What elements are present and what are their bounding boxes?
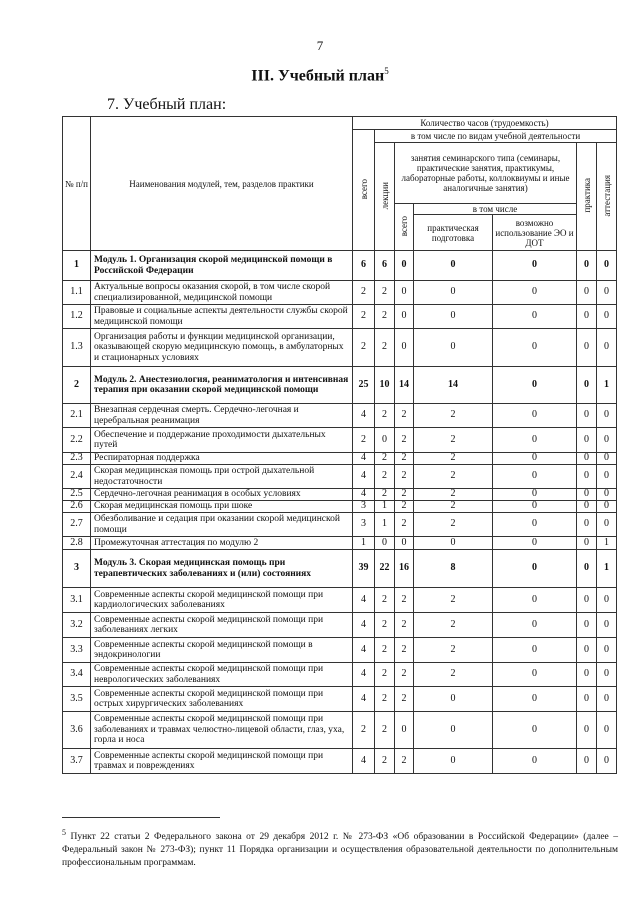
- table-row: [63, 537, 617, 550]
- row-num: 1.2: [63, 305, 91, 329]
- row-practical: 2: [414, 465, 493, 489]
- footnote-mark: 5: [62, 828, 66, 837]
- row-practice: 0: [577, 251, 597, 281]
- row-num: 2.1: [63, 404, 91, 428]
- row-seminar-total: 2: [395, 513, 414, 537]
- header-attestation-text: аттестация: [601, 174, 612, 217]
- row-practical: 2: [414, 489, 493, 501]
- row-lectures: 2: [375, 588, 395, 613]
- row-lectures: 2: [375, 489, 395, 501]
- row-attestation: 1: [597, 367, 617, 404]
- row-attestation: 1: [597, 550, 617, 588]
- row-total: 4: [353, 404, 375, 428]
- row-num: 2.4: [63, 465, 91, 489]
- row-attestation: 0: [597, 251, 617, 281]
- row-total: 4: [353, 638, 375, 663]
- table-row: [63, 404, 617, 428]
- row-practical: 2: [414, 428, 493, 453]
- row-seminar-total: 2: [395, 663, 414, 687]
- row-attestation: 0: [597, 663, 617, 687]
- row-distance: 0: [493, 550, 577, 588]
- row-total: 2: [353, 305, 375, 329]
- row-name: Современные аспекты скорой медицинской помощи при травмах и повреждениях: [91, 749, 353, 774]
- row-seminar-total: 14: [395, 367, 414, 404]
- row-practice: 0: [577, 489, 597, 501]
- row-attestation: 0: [597, 453, 617, 465]
- row-practical: 0: [414, 329, 493, 367]
- row-seminar-total: 0: [395, 712, 414, 749]
- row-num: 3.7: [63, 749, 91, 774]
- row-distance: 0: [493, 465, 577, 489]
- row-total: 3: [353, 513, 375, 537]
- row-practice: 0: [577, 501, 597, 513]
- row-seminar-total: 2: [395, 453, 414, 465]
- row-name: Современные аспекты скорой медицинской помощи при кардиологических заболеваниях: [91, 588, 353, 613]
- row-seminar-total: 2: [395, 465, 414, 489]
- row-num: 3.1: [63, 588, 91, 613]
- row-attestation: 0: [597, 749, 617, 774]
- row-distance: 0: [493, 687, 577, 712]
- header-total-text: всего: [358, 178, 369, 200]
- row-attestation: 0: [597, 428, 617, 453]
- row-total: 2: [353, 281, 375, 305]
- row-name: Современные аспекты скорой медицинской помощи при заболеваниях и травмах челюстно-лицевой области, глаз, уха, горла и носа: [91, 712, 353, 749]
- row-attestation: 0: [597, 465, 617, 489]
- header-hours: Количество часов (трудоемкость): [353, 117, 617, 130]
- row-num: 3.5: [63, 687, 91, 712]
- row-practical: 2: [414, 613, 493, 638]
- row-name: Внезапная сердечная смерть. Сердечно-легочная и церебральная реанимация: [91, 404, 353, 428]
- table-row: [63, 687, 617, 712]
- row-total: 4: [353, 749, 375, 774]
- row-practice: 0: [577, 550, 597, 588]
- footnote-rule: [62, 817, 220, 818]
- row-practical: 0: [414, 305, 493, 329]
- row-attestation: 0: [597, 281, 617, 305]
- row-name: Респираторная поддержка: [91, 453, 353, 465]
- row-lectures: 10: [375, 367, 395, 404]
- row-seminar-total: 2: [395, 638, 414, 663]
- table-row: [63, 613, 617, 638]
- row-num: 1.3: [63, 329, 91, 367]
- row-practice: 0: [577, 404, 597, 428]
- row-seminar-total: 2: [395, 613, 414, 638]
- row-distance: 0: [493, 367, 577, 404]
- row-practical: 0: [414, 251, 493, 281]
- row-num: 3.6: [63, 712, 91, 749]
- row-practice: 0: [577, 638, 597, 663]
- row-name: Скорая медицинская помощь при шоке: [91, 501, 353, 513]
- table-row: [63, 305, 617, 329]
- row-lectures: 2: [375, 712, 395, 749]
- row-attestation: 0: [597, 489, 617, 501]
- row-attestation: 0: [597, 329, 617, 367]
- table-row: [63, 501, 617, 513]
- row-name: Обезболивание и седация при оказании скорой медицинской помощи: [91, 513, 353, 537]
- row-attestation: 0: [597, 404, 617, 428]
- header-by-activity: в том числе по видам учебной деятельности: [375, 130, 617, 143]
- row-practice: 0: [577, 367, 597, 404]
- row-num: 2.3: [63, 453, 91, 465]
- row-seminar-total: 0: [395, 281, 414, 305]
- row-distance: 0: [493, 663, 577, 687]
- section-title-text: III. Учебный план: [251, 67, 385, 85]
- row-distance: 0: [493, 428, 577, 453]
- row-attestation: 1: [597, 537, 617, 550]
- footnote-text: Пункт 22 статьи 2 Федерального закона от 29 декабря 2012 г. № 273-ФЗ «Об образовании в Российской Федерации» (далее – Федеральный закон № 273-ФЗ); пункт 11 Порядка организации и осуществления образовательной деятельности по дополнительным профессиональным программам.: [62, 832, 618, 869]
- row-name: Правовые и социальные аспекты деятельности службы скорой медицинской помощи: [91, 305, 353, 329]
- header-practical: практическая подготовка: [414, 215, 493, 251]
- row-name: Актуальные вопросы оказания скорой, в том числе скорой специализированной, медицинской помощи: [91, 281, 353, 305]
- row-num: 2.5: [63, 489, 91, 501]
- row-total: 39: [353, 550, 375, 588]
- row-practical: 14: [414, 367, 493, 404]
- row-lectures: 22: [375, 550, 395, 588]
- row-num: 3.3: [63, 638, 91, 663]
- row-distance: 0: [493, 613, 577, 638]
- row-name: Современные аспекты скорой медицинской помощи в эндокринологии: [91, 638, 353, 663]
- curriculum-table: [62, 116, 617, 774]
- row-seminar-total: 0: [395, 305, 414, 329]
- row-practical: 0: [414, 281, 493, 305]
- row-practical: 2: [414, 663, 493, 687]
- row-attestation: 0: [597, 712, 617, 749]
- row-seminar-total: 2: [395, 501, 414, 513]
- row-total: 25: [353, 367, 375, 404]
- row-total: 3: [353, 501, 375, 513]
- row-practical: 8: [414, 550, 493, 588]
- row-lectures: 2: [375, 453, 395, 465]
- row-name: Организация работы и функции медицинской организации, оказывающей скорую медицинскую помощь, в амбулаторных и стационарных условиях: [91, 329, 353, 367]
- row-seminar-total: 2: [395, 687, 414, 712]
- row-num: 2.8: [63, 537, 91, 550]
- row-practice: 0: [577, 281, 597, 305]
- plan-subtitle: 7. Учебный план:: [107, 96, 227, 113]
- table-row: [63, 663, 617, 687]
- row-total: 4: [353, 588, 375, 613]
- row-distance: 0: [493, 453, 577, 465]
- row-lectures: 0: [375, 537, 395, 550]
- row-seminar-total: 16: [395, 550, 414, 588]
- row-lectures: 2: [375, 687, 395, 712]
- table-row: [63, 453, 617, 465]
- row-name: Современные аспекты скорой медицинской помощи при неврологических заболеваниях: [91, 663, 353, 687]
- row-num: 2.7: [63, 513, 91, 537]
- row-total: 4: [353, 613, 375, 638]
- table-row: [63, 281, 617, 305]
- row-seminar-total: 2: [395, 489, 414, 501]
- row-name: Скорая медицинская помощь при острой дыхательной недостаточности: [91, 465, 353, 489]
- row-seminar-total: 2: [395, 428, 414, 453]
- row-attestation: 0: [597, 588, 617, 613]
- row-distance: 0: [493, 305, 577, 329]
- row-practice: 0: [577, 428, 597, 453]
- row-practice: 0: [577, 453, 597, 465]
- row-seminar-total: 0: [395, 537, 414, 550]
- row-total: 2: [353, 712, 375, 749]
- row-distance: 0: [493, 329, 577, 367]
- table-row: [63, 513, 617, 537]
- row-practice: 0: [577, 537, 597, 550]
- table-row: [63, 638, 617, 663]
- row-total: 1: [353, 537, 375, 550]
- row-practical: 2: [414, 453, 493, 465]
- row-total: 6: [353, 251, 375, 281]
- row-num: 2: [63, 367, 91, 404]
- row-lectures: 0: [375, 428, 395, 453]
- row-practice: 0: [577, 663, 597, 687]
- row-lectures: 1: [375, 513, 395, 537]
- row-distance: 0: [493, 513, 577, 537]
- header-lectures: [375, 143, 395, 251]
- row-total: 4: [353, 465, 375, 489]
- header-name: Наименования модулей, тем, разделов практики: [91, 117, 353, 251]
- module-row: [63, 550, 617, 588]
- row-lectures: 2: [375, 749, 395, 774]
- row-total: 4: [353, 687, 375, 712]
- row-lectures: 2: [375, 305, 395, 329]
- row-lectures: 6: [375, 251, 395, 281]
- row-practical: 0: [414, 687, 493, 712]
- header-seminar-total: [395, 204, 414, 251]
- table-row: [63, 428, 617, 453]
- row-lectures: 2: [375, 281, 395, 305]
- header-attestation: [597, 143, 617, 251]
- header-practice-text: практика: [581, 178, 592, 213]
- row-practical: 2: [414, 588, 493, 613]
- row-attestation: 0: [597, 305, 617, 329]
- header-num: № п/п: [63, 117, 91, 251]
- row-name: Промежуточная аттестация по модулю 2: [91, 537, 353, 550]
- footnote: [62, 826, 618, 870]
- header-total: [353, 130, 375, 251]
- row-total: 4: [353, 489, 375, 501]
- row-practical: 2: [414, 404, 493, 428]
- page-number: 7: [316, 38, 324, 53]
- row-practice: 0: [577, 613, 597, 638]
- footnote-ref: 5: [384, 66, 389, 76]
- table-row: [63, 465, 617, 489]
- row-practice: 0: [577, 305, 597, 329]
- row-lectures: 2: [375, 465, 395, 489]
- row-name: Современные аспекты скорой медицинской помощи при заболеваниях легких: [91, 613, 353, 638]
- row-distance: 0: [493, 489, 577, 501]
- row-distance: 0: [493, 251, 577, 281]
- row-lectures: 2: [375, 613, 395, 638]
- row-seminar-total: 0: [395, 329, 414, 367]
- table-row: [63, 712, 617, 749]
- table-row: [63, 588, 617, 613]
- row-num: 3.4: [63, 663, 91, 687]
- module-row: [63, 367, 617, 404]
- row-practice: 0: [577, 749, 597, 774]
- row-attestation: 0: [597, 638, 617, 663]
- row-practical: 2: [414, 513, 493, 537]
- row-name: Современные аспекты скорой медицинской помощи при острых хирургических заболеваниях: [91, 687, 353, 712]
- section-title: [0, 66, 640, 85]
- row-attestation: 0: [597, 613, 617, 638]
- row-num: 3: [63, 550, 91, 588]
- header-lectures-text: лекции: [379, 181, 390, 210]
- row-practice: 0: [577, 513, 597, 537]
- row-name: Сердечно-легочная реанимация в особых условиях: [91, 489, 353, 501]
- row-practical: 0: [414, 749, 493, 774]
- row-distance: 0: [493, 712, 577, 749]
- row-num: 1: [63, 251, 91, 281]
- row-distance: 0: [493, 588, 577, 613]
- row-distance: 0: [493, 404, 577, 428]
- header-practice: [577, 143, 597, 251]
- row-distance: 0: [493, 537, 577, 550]
- row-distance: 0: [493, 749, 577, 774]
- row-seminar-total: 2: [395, 404, 414, 428]
- curriculum-table-body: [63, 251, 617, 774]
- header-seminar-total-text: всего: [399, 215, 409, 237]
- row-lectures: 2: [375, 329, 395, 367]
- row-practical: 0: [414, 537, 493, 550]
- row-name: Модуль 1. Организация скорой медицинской помощи в Российской Федерации: [91, 251, 353, 281]
- row-attestation: 0: [597, 687, 617, 712]
- header-distance: возможно использование ЭО и ДОТ: [493, 215, 577, 251]
- row-lectures: 2: [375, 638, 395, 663]
- header-including: в том числе: [414, 204, 577, 215]
- row-practical: 2: [414, 501, 493, 513]
- row-lectures: 2: [375, 663, 395, 687]
- row-total: 2: [353, 428, 375, 453]
- row-seminar-total: 0: [395, 251, 414, 281]
- row-seminar-total: 2: [395, 588, 414, 613]
- row-num: 2.6: [63, 501, 91, 513]
- header-seminar: занятия семинарского типа (семинары, практические занятия, практикумы, лабораторные работы, коллоквиумы и иные аналогичные занятия): [395, 143, 577, 204]
- row-name: Обеспечение и поддержание проходимости дыхательных путей: [91, 428, 353, 453]
- row-practice: 0: [577, 465, 597, 489]
- row-total: 4: [353, 453, 375, 465]
- row-lectures: 1: [375, 501, 395, 513]
- row-practice: 0: [577, 687, 597, 712]
- row-seminar-total: 2: [395, 749, 414, 774]
- row-lectures: 2: [375, 404, 395, 428]
- row-practice: 0: [577, 329, 597, 367]
- row-num: 3.2: [63, 613, 91, 638]
- row-practice: 0: [577, 712, 597, 749]
- row-distance: 0: [493, 638, 577, 663]
- row-attestation: 0: [597, 501, 617, 513]
- row-attestation: 0: [597, 513, 617, 537]
- row-name: Модуль 3. Скорая медицинская помощь при терапевтических заболеваниях и (или) состояниях: [91, 550, 353, 588]
- row-total: 4: [353, 663, 375, 687]
- row-name: Модуль 2. Анестезиология, реаниматология и интенсивная терапия при оказании скорой медицинской помощи: [91, 367, 353, 404]
- module-row: [63, 251, 617, 281]
- table-row: [63, 749, 617, 774]
- row-distance: 0: [493, 281, 577, 305]
- row-total: 2: [353, 329, 375, 367]
- row-practical: 2: [414, 638, 493, 663]
- row-num: 1.1: [63, 281, 91, 305]
- table-row: [63, 329, 617, 367]
- row-practice: 0: [577, 588, 597, 613]
- table-row: [63, 489, 617, 501]
- row-practical: 0: [414, 712, 493, 749]
- row-num: 2.2: [63, 428, 91, 453]
- row-distance: 0: [493, 501, 577, 513]
